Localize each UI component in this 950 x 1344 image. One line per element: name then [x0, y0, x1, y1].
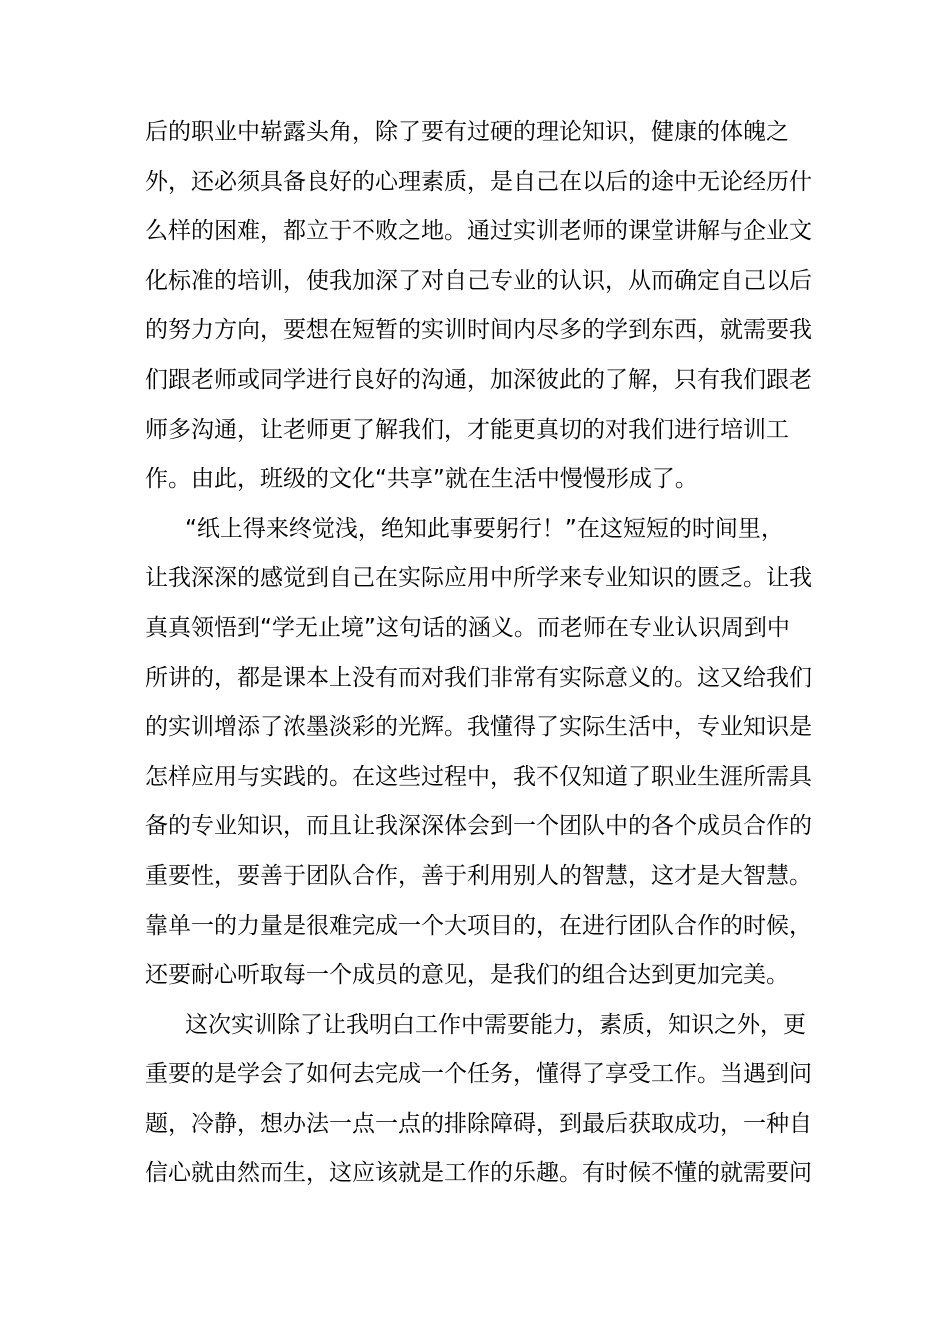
- text-line: 所讲的，都是课本上没有而对我们非常有实际意义的。这又给我们: [145, 664, 812, 691]
- body-text: [145, 108, 812, 1199]
- text-line: 靠单一的力量是很难完成一个大项目的，在进行团队合作的时候，: [145, 912, 812, 939]
- text-line: 让我深深的感觉到自己在实际应用中所学来专业知识的匮乏。让我: [145, 565, 812, 592]
- text-line: 作。由此，班级的文化“共享”就在生活中慢慢形成了。: [145, 466, 698, 493]
- text-line: 么样的困难，都立于不败之地。通过实训老师的课堂讲解与企业文: [145, 218, 812, 245]
- text-line: 备的专业知识，而且让我深深体会到一个团队中的各个成员合作的: [145, 813, 812, 840]
- text-line: 的实训增添了浓墨淡彩的光辉。我懂得了实际生活中，专业知识是: [145, 714, 812, 741]
- text-line: 信心就由然而生，这应该就是工作的乐趣。有时候不懂的就需要问: [145, 1160, 812, 1187]
- text-line: 师多沟通，让老师更了解我们，才能更真切的对我们进行培训工: [145, 416, 789, 443]
- text-line: 化标准的培训，使我加深了对自己专业的认识，从而确定自己以后: [145, 267, 812, 294]
- paragraph-first-line: “纸上得来终觉浅，绝知此事要躬行！”在这短短的时间里，: [185, 515, 784, 542]
- text-line: 题，冷静，想办法一点一点的排除障碍，到最后获取成功，一种自: [145, 1110, 812, 1137]
- text-line: 后的职业中崭露头角，除了要有过硬的理论知识，健康的体魄之: [145, 119, 789, 145]
- text-line: 怎样应用与实践的。在这些过程中，我不仅知道了职业生涯所需具: [145, 763, 812, 790]
- text-line: 外，还必须具备良好的心理素质，是自己在以后的途中无论经历什: [145, 168, 812, 195]
- text-line: 还要耐心听取每一个成员的意见，是我们的组合达到更加完美。: [145, 962, 789, 989]
- text-line: 真真领悟到“学无止境”这句话的涵义。而老师在专业认识周到中: [145, 614, 790, 641]
- text-line: 的努力方向，要想在短暂的实训时间内尽多的学到东西，就需要我: [145, 317, 812, 344]
- text-line: 重要性，要善于团队合作，善于利用别人的智慧，这才是大智慧。: [145, 862, 812, 889]
- text-line: 们跟老师或同学进行良好的沟通，加深彼此的了解，只有我们跟老: [145, 366, 812, 393]
- paragraph-first-line: 这次实训除了让我明白工作中需要能力，素质，知识之外，更: [185, 1011, 806, 1038]
- text-line: 重要的是学会了如何去完成一个任务，懂得了享受工作。当遇到问: [145, 1061, 812, 1088]
